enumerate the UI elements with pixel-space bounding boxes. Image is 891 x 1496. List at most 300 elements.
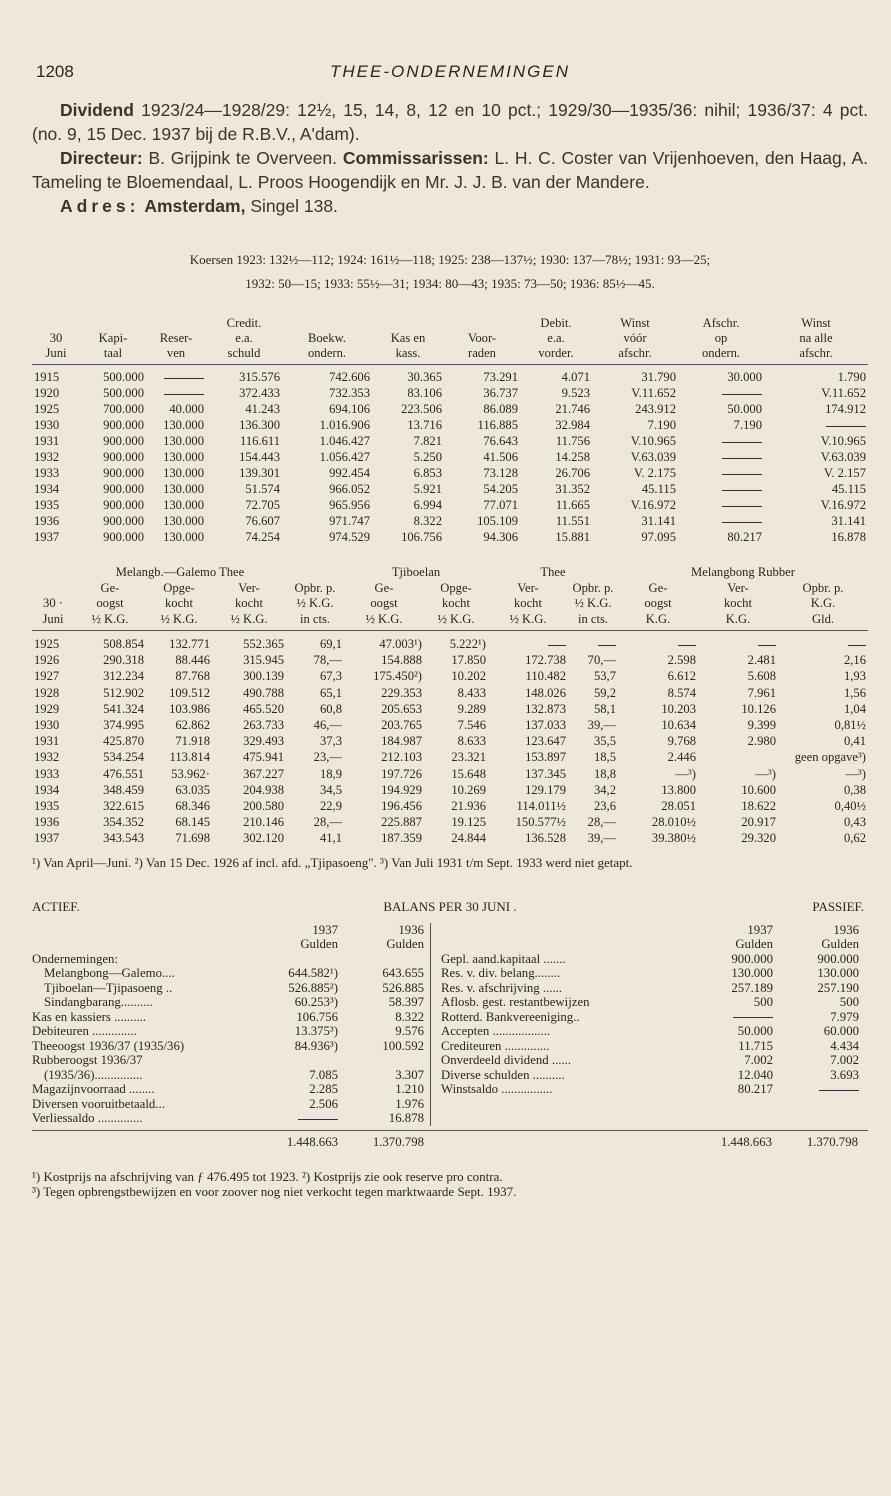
passief-row <box>431 1039 868 1054</box>
table-cell: 83.106 <box>407 386 442 400</box>
table-cell: 18,5 <box>593 750 616 765</box>
actief-unit-1: Gulden <box>300 937 338 952</box>
table-cell: 21.746 <box>555 402 590 416</box>
actief-label: Kas en kassiers .......... <box>32 1009 147 1024</box>
table-cell: 154.443 <box>239 450 280 464</box>
table-cell: 70,— <box>587 653 616 668</box>
table-cell <box>678 513 764 529</box>
table-cell: 9.768 <box>667 734 696 749</box>
header-line: e.a. <box>235 331 253 345</box>
koersen-block <box>32 248 868 296</box>
table-cell: 113.814 <box>169 750 210 765</box>
table-cell: 263.733 <box>243 718 284 733</box>
dash-mark <box>722 522 762 523</box>
actief-row <box>32 981 430 996</box>
table-cell: 130.000 <box>163 418 204 432</box>
header-line: vorder. <box>538 346 574 360</box>
table-cell: 69,1 <box>319 637 342 651</box>
table-cell: 372.433 <box>239 386 280 400</box>
header-line: oogst <box>370 596 398 610</box>
passief-value <box>689 1010 773 1025</box>
passief-row <box>431 966 868 981</box>
passief-row <box>431 1024 868 1039</box>
table-cell: 196.456 <box>381 799 422 814</box>
table-cell: —³) <box>845 766 866 781</box>
table-row <box>32 749 868 765</box>
table-cell: 7.190 <box>733 418 762 432</box>
table-cell: 205.653 <box>381 701 422 716</box>
table-cell: 7.546 <box>457 718 486 733</box>
table-cell: 150.577½ <box>515 815 566 830</box>
actief-row <box>32 1024 430 1039</box>
actief-row <box>32 1097 430 1112</box>
table-cell: 348.459 <box>103 782 144 797</box>
table-cell: 1927 <box>34 669 60 684</box>
table-cell: 15.881 <box>555 530 590 544</box>
table-cell: 900.000 <box>103 514 144 528</box>
table-cell <box>146 365 206 386</box>
table-cell: 534.254 <box>103 750 144 765</box>
page-header <box>32 60 868 90</box>
table-cell <box>678 385 764 401</box>
table-cell: 0,38 <box>843 782 866 797</box>
table-cell: 30.000 <box>727 370 762 384</box>
table-cell: 243.912 <box>635 402 676 416</box>
table-cell: V.16.972 <box>820 498 866 512</box>
table-cell: 28,— <box>313 815 342 830</box>
table-cell: 0,62 <box>843 831 866 846</box>
header-line: Winst <box>620 316 650 330</box>
commissarissen-label: Commissarissen: <box>342 148 489 168</box>
column-header <box>698 581 778 631</box>
table-cell: 1925 <box>34 402 60 416</box>
table-cell <box>678 449 764 465</box>
passief-unit-2: Gulden <box>821 937 859 952</box>
actief-label: Sindangbarang.......... <box>44 995 153 1010</box>
passief-year-1936: 1936 <box>833 922 859 937</box>
table-cell: 1929 <box>34 701 60 716</box>
table-cell: 40.000 <box>169 402 204 416</box>
actief-row <box>32 1111 430 1126</box>
table-cell: 1937 <box>34 530 60 544</box>
actief-value: 58.397 <box>388 995 424 1010</box>
header-line: kocht <box>235 596 263 610</box>
dash-mark <box>722 474 762 475</box>
dash-mark <box>164 378 204 379</box>
actief-label: Rubberoogst 1936/37 <box>32 1053 143 1068</box>
passief-label: Gepl. aand.kapitaal ....... <box>441 951 566 966</box>
actief-value: 643.655 <box>382 966 424 981</box>
table-cell: 72.705 <box>245 498 280 512</box>
passief-column <box>431 923 868 1126</box>
dash-mark <box>819 1090 859 1091</box>
table-cell: 34,2 <box>593 782 616 797</box>
koersen-line-1: Koersen 1923: 132½—112; 1924: 161½—118; 1925: 238—137½; 1930: 137—78½; 1931: 93—25; <box>189 252 711 267</box>
table-cell: 130.000 <box>163 450 204 464</box>
table-cell: 343.543 <box>103 831 144 846</box>
table-cell: 1.046.427 <box>319 434 370 448</box>
column-header <box>618 581 698 631</box>
dash-mark <box>733 1017 773 1018</box>
actief-label: Debiteuren .............. <box>32 1024 137 1039</box>
table-cell: 1930 <box>34 418 60 432</box>
table-cell: 210.146 <box>243 815 284 830</box>
header-line: Opbr. p. <box>294 580 336 595</box>
header-line: Juni <box>42 611 64 626</box>
table-cell: 11.665 <box>555 498 590 512</box>
table-cell: 8.574 <box>667 685 696 700</box>
passief-label: Winstsaldo ................ <box>441 1082 553 1097</box>
table-cell: 1933 <box>34 466 60 480</box>
table-cell: 31.141 <box>831 514 866 528</box>
table-cell: 5.250 <box>413 450 442 464</box>
table-cell: 148.026 <box>525 685 566 700</box>
table-cell: 1930 <box>34 718 60 733</box>
table-cell: 5.608 <box>747 669 776 684</box>
table-row <box>32 717 868 733</box>
table-row <box>32 529 868 545</box>
table-cell <box>778 631 868 653</box>
table-cell: 425.870 <box>103 734 144 749</box>
header-line: op <box>714 331 728 345</box>
table-cell: 204.938 <box>243 782 284 797</box>
table-cell: 354.352 <box>103 815 144 830</box>
table-cell: 900.000 <box>103 530 144 544</box>
actief-value: 3.307 <box>395 1067 424 1082</box>
table-cell: 39,— <box>587 718 616 733</box>
actief-value: 100.592 <box>382 1038 424 1053</box>
table-cell: 50.000 <box>727 402 762 416</box>
company-info <box>32 98 868 218</box>
table-cell: 58,1 <box>593 701 616 716</box>
table-cell: 742.606 <box>329 370 370 384</box>
table-cell: 1.790 <box>837 370 866 384</box>
table-row <box>32 766 868 782</box>
table-cell: 45.115 <box>641 482 676 496</box>
table-cell: 32.984 <box>555 418 590 432</box>
table-cell: 10.203 <box>661 701 696 716</box>
table-cell: 17.850 <box>451 653 486 668</box>
passief-label: Res. v. div. belang........ <box>441 966 561 981</box>
header-line: Opbr. p. <box>572 580 614 595</box>
column-header <box>286 581 344 631</box>
passief-value: 3.693 <box>830 1067 859 1082</box>
table-cell: 900.000 <box>103 418 144 432</box>
table-cell: 965.956 <box>329 498 370 512</box>
balance-footnote-2: ³) Tegen opbrengstbewijzen en voor zoover nog niet verkocht tegen marktwaarde Sept. 1937. <box>32 1184 517 1200</box>
header-line: e.a. <box>547 331 565 345</box>
header-line: Credit. <box>226 316 262 330</box>
dash-mark <box>164 394 204 395</box>
header-line: Reser- <box>159 331 193 345</box>
dash-mark <box>826 426 866 427</box>
table-cell <box>678 497 764 513</box>
passief-unit-1: Gulden <box>735 937 773 952</box>
table-cell: 13.800 <box>661 782 696 797</box>
table-cell: 5.921 <box>413 482 442 496</box>
table-cell: 7.961 <box>747 685 776 700</box>
table-cell <box>698 631 778 653</box>
table-cell: 21.936 <box>451 799 486 814</box>
column-header <box>282 316 372 365</box>
table-cell: 1934 <box>34 782 60 797</box>
passief-total <box>430 1135 867 1150</box>
table-cell: 212.103 <box>381 750 422 765</box>
table-cell: 76.607 <box>245 514 280 528</box>
actief-row <box>32 1053 430 1068</box>
table-cell: 9.289 <box>457 701 486 716</box>
table-cell: 2.980 <box>747 734 776 749</box>
table-cell: 24.844 <box>451 831 486 846</box>
passief-value: 900.000 <box>731 951 773 966</box>
header-line: Kapi- <box>98 331 128 345</box>
actief-row <box>32 1068 430 1083</box>
table-cell: 1931 <box>34 434 60 448</box>
passief-value: 12.040 <box>737 1067 773 1082</box>
table-cell: 0,41 <box>843 734 866 749</box>
actief-row <box>32 1039 430 1054</box>
table-cell <box>146 385 206 401</box>
header-line: 30 · <box>43 596 63 610</box>
table-cell: 11.756 <box>555 434 590 448</box>
table-cell: 41,1 <box>319 831 342 846</box>
header-line: Voor- <box>467 331 497 345</box>
table-cell: 53,7 <box>593 669 616 684</box>
header-line: na alle <box>799 331 833 345</box>
actief-value: 60.253³) <box>294 995 338 1010</box>
table-cell: 7.821 <box>413 434 442 448</box>
table-cell: 9.399 <box>747 718 776 733</box>
table-cell: 97.095 <box>641 530 676 544</box>
table-cell: 130.000 <box>163 482 204 496</box>
table-cell: 1926 <box>34 653 60 668</box>
passief-row <box>431 1053 868 1068</box>
table-cell: 65,1 <box>319 685 342 700</box>
table-row <box>32 830 868 846</box>
passief-total-row <box>430 1135 867 1150</box>
dash-mark <box>722 506 762 507</box>
table-cell: 1933 <box>34 766 60 781</box>
passief-label: Diverse schulden .......... <box>441 1067 565 1082</box>
actief-row <box>32 995 430 1010</box>
table-row <box>32 701 868 717</box>
directeur-label: Directeur: <box>60 148 143 168</box>
actief-value: 7.085 <box>309 1067 338 1082</box>
actief-label: Verliessaldo .............. <box>32 1111 143 1126</box>
header-line: ½ K.G. <box>296 596 334 610</box>
dash-mark <box>722 490 762 491</box>
header-line: K.G. <box>725 611 751 626</box>
table-cell: V. 2.157 <box>823 466 866 480</box>
table-cell: V. 2.175 <box>633 466 676 480</box>
actief-value: 526.885²) <box>288 980 338 995</box>
table-cell: 2.598 <box>667 653 696 668</box>
table-cell: 1928 <box>34 685 60 700</box>
table-cell: 552.365 <box>243 637 284 651</box>
table-cell: 1,93 <box>843 669 866 684</box>
actief-total <box>32 1135 430 1150</box>
dash-mark <box>678 645 696 646</box>
actief-value: 526.885 <box>382 980 424 995</box>
dash-mark <box>722 442 762 443</box>
passief-value: 50.000 <box>737 1024 773 1039</box>
table-cell: 10.202 <box>451 669 486 684</box>
table-cell: 6.853 <box>413 466 442 480</box>
table-cell: 14.258 <box>555 450 590 464</box>
passief-value: 7.002 <box>830 1053 859 1068</box>
table-cell: 59,2 <box>593 685 616 700</box>
passief-value: 130.000 <box>817 966 859 981</box>
table-cell: 136.300 <box>239 418 280 432</box>
table-cell: 18,9 <box>319 766 342 781</box>
table-cell: 500.000 <box>103 386 144 400</box>
column-header <box>32 316 80 365</box>
header-line: Juni <box>45 346 67 360</box>
table-cell: 53.962· <box>171 766 210 781</box>
actief-total-1937: 1.448.663 <box>286 1134 338 1149</box>
dash-mark <box>298 1119 338 1120</box>
dash-mark <box>548 645 566 646</box>
header-line: kocht <box>442 596 470 610</box>
header-line: Ver- <box>517 580 539 595</box>
table-cell: 172.738 <box>525 653 566 668</box>
table-row <box>32 668 868 684</box>
table-cell: 123.647 <box>525 734 566 749</box>
table-cell: V.11.652 <box>631 386 676 400</box>
table-cell: 315.945 <box>243 653 284 668</box>
table-cell: 136.528 <box>525 831 566 846</box>
table-row <box>32 652 868 668</box>
table-cell <box>488 631 568 653</box>
actief-value: 106.756 <box>296 1009 338 1024</box>
header-line: ½ K.G. <box>574 596 612 610</box>
table-cell: 132.873 <box>525 701 566 716</box>
actief-label: (1935/36)............... <box>44 1067 143 1082</box>
dash-mark <box>848 645 866 646</box>
header-line: ½ K.G. <box>91 611 129 626</box>
table-row <box>32 733 868 749</box>
header-line: ½ K.G. <box>230 611 268 626</box>
dash-mark <box>722 458 762 459</box>
passief-value: 4.434 <box>830 1038 859 1053</box>
column-header <box>424 581 488 631</box>
table-cell: 971.747 <box>329 514 370 528</box>
header-line: ½ K.G. <box>437 611 475 626</box>
column-header <box>444 316 520 365</box>
table-cell: 184.987 <box>381 734 422 749</box>
actief-year-row <box>32 923 430 938</box>
table-cell: 9.523 <box>561 386 590 400</box>
column-header <box>206 316 282 365</box>
table-cell: 20.917 <box>741 815 776 830</box>
header-line: schuld <box>227 346 261 360</box>
table-cell: 67,3 <box>319 669 342 684</box>
table-cell: 132.771 <box>169 637 210 651</box>
balance-footnotes <box>32 1169 868 1199</box>
table-cell: 129.179 <box>525 782 566 797</box>
production-table <box>32 565 868 847</box>
actief-label: Theeoogst 1936/37 (1935/36) <box>32 1038 185 1053</box>
table-cell: 37,3 <box>319 734 342 749</box>
passief-unit-row <box>431 937 868 952</box>
header-line: afschr. <box>799 346 833 360</box>
management-paragraph <box>32 146 868 194</box>
table-cell: 223.506 <box>401 402 442 416</box>
passief-value: 60.000 <box>823 1024 859 1039</box>
header-line: Opge- <box>163 580 195 595</box>
header-line: K.G. <box>645 611 671 626</box>
header-line: Kas en <box>390 331 426 345</box>
table-cell: 175.450²) <box>373 669 422 684</box>
table-cell <box>678 465 764 481</box>
header-row <box>32 581 868 631</box>
balance-totals <box>32 1135 868 1150</box>
header-line: kocht <box>724 596 752 610</box>
header-line: kass. <box>395 346 421 360</box>
table-cell: 900.000 <box>103 466 144 480</box>
passief-value: 130.000 <box>731 966 773 981</box>
table-cell: 508.854 <box>103 637 144 651</box>
table-cell: 229.353 <box>381 685 422 700</box>
header-line: Winst <box>801 316 831 330</box>
table-cell: 8.433 <box>457 685 486 700</box>
header-line: kocht <box>514 596 542 610</box>
table-cell: 18,8 <box>593 766 616 781</box>
table-cell: 476.551 <box>103 766 144 781</box>
table-row <box>32 798 868 814</box>
column-header <box>80 316 146 365</box>
actief-total-row <box>32 1135 430 1150</box>
table-cell: 203.765 <box>381 718 422 733</box>
table-cell: 23.321 <box>451 750 486 765</box>
header-line: raden <box>468 346 496 360</box>
column-header <box>146 581 212 631</box>
adres-place: Amsterdam, <box>144 196 246 216</box>
passief-year-row <box>431 923 868 938</box>
table-cell: 11.551 <box>555 514 590 528</box>
column-header <box>764 316 868 365</box>
table-cell: 94.306 <box>483 530 518 544</box>
table-cell: 71.698 <box>175 831 210 846</box>
dividend-text: 1923/24—1928/29: 12½, 15, 14, 8, 12 en 10 pct.; 1929/30—1935/36: nihil; 1936/37: 4 pct. (no. 9, 15 Dec. 1937 bij de R.B.V., A'dam). <box>32 100 868 144</box>
table-cell: 31.790 <box>641 370 676 384</box>
table-cell: 47.003¹) <box>379 637 422 651</box>
actief-label: Magazijnvoorraad ........ <box>32 1082 155 1097</box>
actief-value: 1.976 <box>395 1096 424 1111</box>
table-row <box>32 513 868 529</box>
table-cell: 490.788 <box>243 685 284 700</box>
table-cell <box>568 631 618 653</box>
table-cell: 80.217 <box>727 530 762 544</box>
table-row <box>32 685 868 701</box>
actief-row <box>32 1082 430 1097</box>
column-header <box>592 316 678 365</box>
table-cell: 28.051 <box>661 799 696 814</box>
table-cell: 1932 <box>34 750 60 765</box>
table-cell: 2,16 <box>843 653 866 668</box>
table-cell: 153.897 <box>525 750 566 765</box>
table-cell: 1915 <box>34 370 60 384</box>
actief-year-1936: 1936 <box>398 922 424 937</box>
production-footnotes <box>32 855 868 871</box>
table-cell: 900.000 <box>103 498 144 512</box>
actief-label: ACTIEF. <box>32 898 80 914</box>
table-cell: 0,81½ <box>834 718 866 733</box>
table-cell: 0,43 <box>843 815 866 830</box>
table-cell: 73.128 <box>483 466 518 480</box>
production-footnote: ¹) Van April—Juni. ²) Van 15 Dec. 1926 af incl. afd. „Tjipasoeng". ³) Van Juli 1931 t/m Sept. 1933 werd niet getapt. <box>32 854 633 870</box>
table-cell: 1,56 <box>843 685 866 700</box>
